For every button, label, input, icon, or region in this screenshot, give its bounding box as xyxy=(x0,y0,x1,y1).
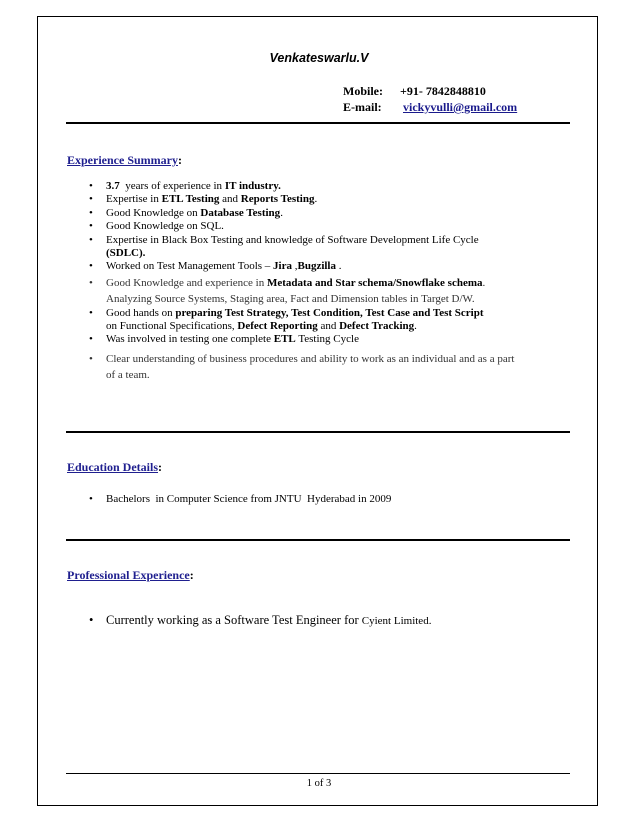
bullet-icon: • xyxy=(89,306,93,319)
list-item: • Bachelors in Computer Science from JNTU Hyderabad in 2009 xyxy=(89,493,392,505)
list-item: • Good Knowledge and experience in Metadata and Star schema/Snowflake schema. Analyzing Source Systems, Staging area, Fact and Dimension tables in Target D/W. xyxy=(89,276,486,306)
bullet-icon: • xyxy=(89,276,93,289)
education-heading: Education Details: xyxy=(67,460,163,474)
mobile-label: Mobile: xyxy=(343,84,383,98)
header-divider xyxy=(66,122,570,124)
education-divider xyxy=(66,539,570,541)
email-line xyxy=(343,100,517,115)
bullet-icon: • xyxy=(89,333,93,346)
bullet-icon: • xyxy=(89,260,93,273)
bullet-icon: • xyxy=(89,193,93,206)
list-item: • Expertise in ETL Testing and Reports Testing. xyxy=(89,193,318,206)
mobile-line xyxy=(343,84,486,99)
list-item: • Good Knowledge on Database Testing. xyxy=(89,206,283,219)
bullet-icon: • xyxy=(89,352,93,365)
experience-summary-title: Experience Summary xyxy=(67,153,178,167)
experience-summary-heading: Experience Summary: xyxy=(67,153,182,167)
list-item: • Clear understanding of business procedures and ability to work as an individual and as a part of a team. xyxy=(89,352,515,381)
bullet-icon: • xyxy=(89,206,93,219)
list-item: • Good Knowledge on SQL. xyxy=(89,220,224,233)
education-list xyxy=(89,493,569,506)
mobile-value: +91- 7842848810 xyxy=(400,84,486,98)
bullet-icon: • xyxy=(89,233,93,246)
experience-summary-list xyxy=(89,180,569,383)
page-border xyxy=(37,16,598,806)
list-item: • Expertise in Black Box Testing and knowledge of Software Development Life Cycle (SDLC). xyxy=(89,233,479,260)
page-number: 1 of 3 xyxy=(306,778,332,789)
email-label: E-mail: xyxy=(343,100,382,114)
footer-divider xyxy=(66,773,570,774)
professional-list xyxy=(89,612,569,629)
list-item: • Currently working as a Software Test Engineer for Cyient Limited. xyxy=(89,613,432,627)
list-item: • Was involved in testing one complete ETL Testing Cycle xyxy=(89,333,359,346)
candidate-name: Venkateswarlu.V xyxy=(269,51,369,65)
bullet-icon: • xyxy=(89,613,94,627)
bullet-icon: • xyxy=(89,493,93,505)
experience-divider xyxy=(66,431,570,433)
email-link[interactable]: vickyvulli@gmail.com xyxy=(403,100,518,114)
list-item: • Good hands on preparing Test Strategy, Test Condition, Test Case and Test Script on Functional Specifications, Defect Reporting and Defect Tracking. xyxy=(89,306,484,333)
list-item: • Worked on Test Management Tools – Jira ,Bugzilla . xyxy=(89,260,342,273)
bullet-icon: • xyxy=(89,220,93,233)
bullet-icon: • xyxy=(89,180,93,192)
professional-heading: Professional Experience: xyxy=(67,568,194,582)
professional-title: Professional Experience xyxy=(67,568,190,582)
education-title: Education Details xyxy=(67,460,159,474)
list-item: • 3.7 years of experience in IT industry. xyxy=(89,180,281,192)
